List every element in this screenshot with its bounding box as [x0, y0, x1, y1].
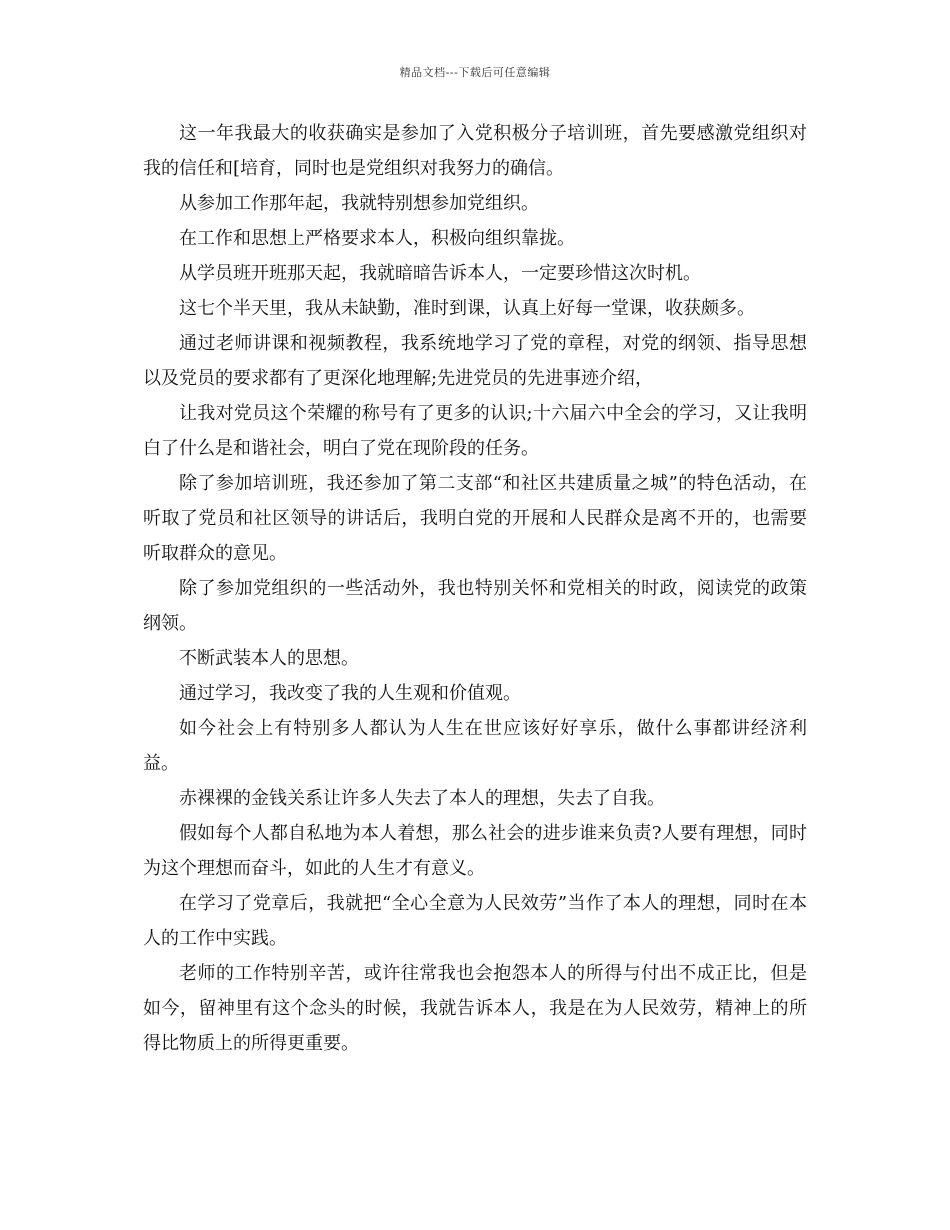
paragraph-8: 除了参加培训班，我还参加了第二支部“和社区共建质量之城”的特色活动，在听取了党员和社区领导的讲话后，我明白党的开展和人民群众是离不开的，也需要听取群众的意见。	[143, 473, 807, 564]
paragraph-16: 老师的工作特别辛苦，或许往常我也会抱怨本人的所得与付出不成正比，但是如今，留神里有这个念头的时候，我就告诉本人，我是在为人民效劳，精神上的所得比物质上的所得更重要。	[143, 963, 807, 1054]
paragraph-15: 在学习了党章后，我就把“全心全意为人民效劳”当作了本人的理想，同时在本人的工作中实践。	[143, 893, 807, 949]
paragraph-4: 从学员班开班那天起，我就暗暗告诉本人，一定要珍惜这次时机。	[179, 263, 701, 284]
document-body	[143, 116, 807, 1061]
paragraph-1: 这一年我最大的收获确实是参加了入党积极分子培训班，首先要感激党组织对我的信任和[培育，同时也是党组织对我努力的确信。	[143, 123, 807, 179]
page-header: 精品文档---下载后可任意编辑	[399, 66, 551, 79]
paragraph-6: 通过老师讲课和视频教程，我系统地学习了党的章程，对党的纲领、指导思想以及党员的要求都有了更深化地理解;先进党员的先进事迹介绍，	[143, 333, 807, 389]
paragraph-3: 在工作和思想上严格要求本人，积极向组织靠拢。	[179, 228, 575, 249]
paragraph-7: 让我对党员这个荣耀的称号有了更多的认识;十六届六中全会的学习，又让我明白了什么是和谐社会，明白了党在现阶段的任务。	[143, 403, 807, 459]
paragraph-5: 这七个半天里，我从未缺勤，准时到课，认真上好每一堂课，收获颇多。	[179, 298, 755, 319]
paragraph-10: 不断武装本人的思想。	[179, 648, 359, 669]
paragraph-11: 通过学习，我改变了我的人生观和价值观。	[179, 683, 521, 704]
paragraph-2: 从参加工作那年起，我就特别想参加党组织。	[179, 193, 539, 214]
paragraph-14: 假如每个人都自私地为本人着想，那么社会的进步谁来负责?人要有理想，同时为这个理想而奋斗，如此的人生才有意义。	[143, 823, 807, 879]
paragraph-12: 如今社会上有特别多人都认为人生在世应该好好享乐，做什么事都讲经济利益。	[143, 718, 807, 774]
paragraph-13: 赤裸裸的金钱关系让许多人失去了本人的理想，失去了自我。	[179, 788, 665, 809]
paragraph-9: 除了参加党组织的一些活动外，我也特别关怀和党相关的时政，阅读党的政策纲领。	[143, 578, 807, 634]
